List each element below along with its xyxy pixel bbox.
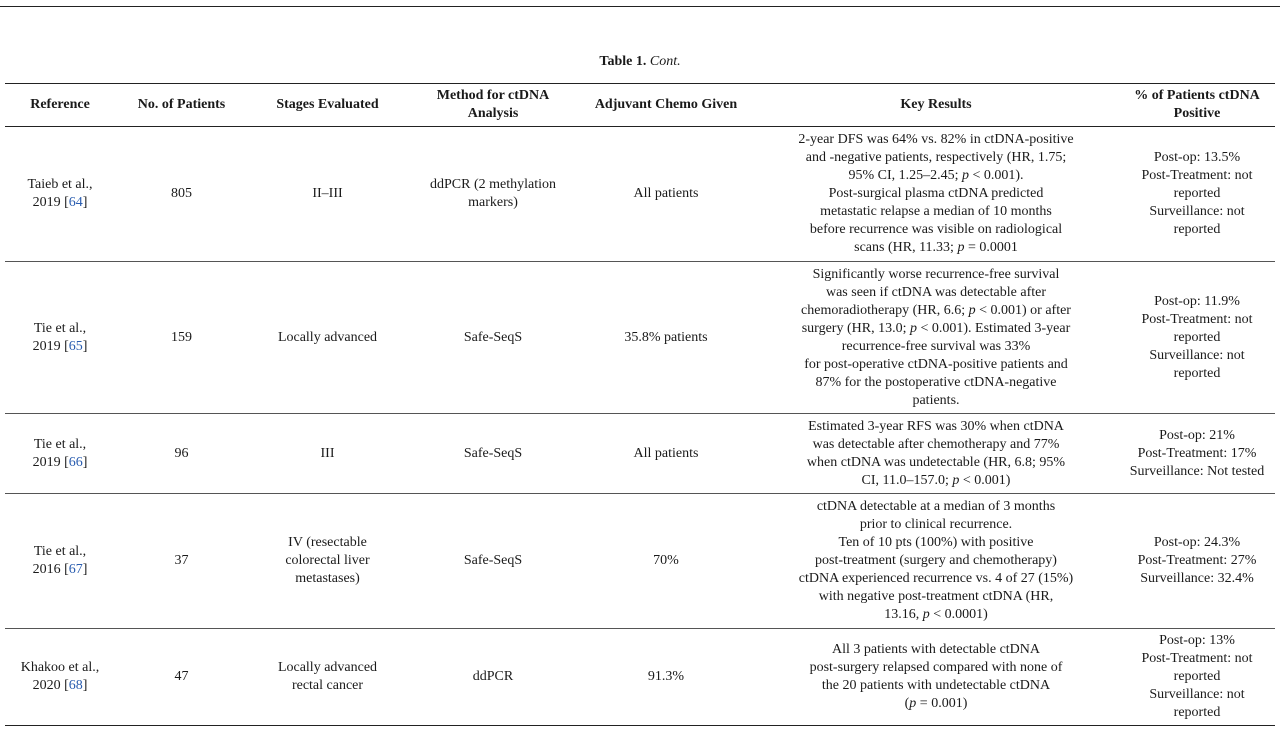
col-header-patients <box>115 84 248 127</box>
reference-line: Tie et al., <box>33 544 87 559</box>
reference-line: Tie et al., <box>33 320 87 336</box>
method-line: Safe-SeqS <box>463 553 523 568</box>
cell-method <box>407 414 579 494</box>
results-line: and -negative patients, respectively (HR, 1.75; <box>805 150 1067 165</box>
positive-line: Post-op: 21% <box>1159 427 1235 443</box>
positive-line: Post-Treatment: not <box>1141 168 1253 183</box>
caption-label: Table 1. <box>599 54 647 69</box>
citation-link[interactable]: 65 <box>68 338 83 354</box>
positive-line: Surveillance: not <box>1149 347 1245 363</box>
results-line: surgery (HR, 13.0; p < 0.001). Estimated 3-year <box>801 320 1071 336</box>
reference-year: 2016 [ <box>32 562 69 577</box>
col-header-positive <box>1119 84 1275 127</box>
reference-line: Taieb et al., <box>27 177 93 192</box>
reference-year: 2020 [ <box>32 678 69 693</box>
reference-line: 2020 [68] <box>32 678 88 693</box>
reference-line: 2019 [65] <box>32 338 88 354</box>
stages-line: III <box>320 445 335 461</box>
positive-line: reported <box>1173 669 1221 684</box>
results-line: All 3 patients with detectable ctDNA <box>832 642 1040 657</box>
cell-reference <box>5 414 115 494</box>
header-line: Key Results <box>900 97 972 112</box>
positive-line: Surveillance: not <box>1149 687 1245 702</box>
results-line: Ten of 10 pts (100%) with positive <box>838 535 1034 550</box>
cell-stages <box>248 262 407 414</box>
cell-reference <box>5 262 115 414</box>
cell-results <box>753 494 1119 629</box>
reference-year: 2019 [ <box>32 338 69 354</box>
results-line: (p = 0.001) <box>904 696 968 711</box>
cell-reference <box>5 629 115 726</box>
positive-line: Post-Treatment: not <box>1141 651 1253 666</box>
results-line: the 20 patients with undetectable ctDNA <box>821 678 1051 693</box>
col-header-chemo <box>579 84 753 127</box>
positive-line: Post-op: 11.9% <box>1154 293 1240 309</box>
results-line: Estimated 3-year RFS was 30% when ctDNA <box>808 418 1064 434</box>
header-line: % of Patients ctDNA <box>1134 88 1260 103</box>
positive-line: reported <box>1173 365 1221 381</box>
cell-chemo: All patients <box>633 445 699 461</box>
header-row <box>5 84 1275 127</box>
cell-method <box>407 494 579 629</box>
citation-link[interactable]: 68 <box>68 678 83 693</box>
results-line: post-treatment (surgery and chemotherapy) <box>815 553 1057 568</box>
cell-method <box>407 629 579 726</box>
cell-patients: 159 <box>171 329 192 345</box>
p-symbol: p <box>922 607 930 622</box>
cell-positive <box>1119 414 1275 494</box>
results-line: 13.16, p < 0.0001) <box>884 607 988 622</box>
cell-results <box>753 262 1119 414</box>
col-header-reference <box>5 84 115 127</box>
method-line: Safe-SeqS <box>463 329 523 345</box>
cell-patients: 805 <box>171 186 192 201</box>
results-line: post-surgery relapsed compared with none of <box>809 660 1063 675</box>
cell-chemo: All patients <box>633 186 699 201</box>
stages-line: colorectal liver <box>285 553 370 568</box>
cell-chemo: 91.3% <box>647 669 685 684</box>
results-line: metastatic relapse a median of 10 months <box>820 204 1052 219</box>
positive-line: Surveillance: Not tested <box>1129 463 1265 479</box>
cell-stages <box>248 414 407 494</box>
results-line: prior to clinical recurrence. <box>859 517 1013 532</box>
positive-line: reported <box>1173 222 1221 237</box>
method-line: Safe-SeqS <box>463 445 523 461</box>
table-row <box>5 262 1275 414</box>
results-line: before recurrence was visible on radiological <box>809 222 1063 237</box>
table-caption <box>0 53 1280 71</box>
reference-line: 2016 [67] <box>32 562 88 577</box>
citation-link[interactable]: 66 <box>68 454 83 470</box>
results-line: recurrence-free survival was 33% <box>841 338 1031 354</box>
cell-stages <box>248 494 407 629</box>
reference-line: Khakoo et al., <box>20 660 100 675</box>
stages-line: IV (resectable <box>288 535 367 550</box>
positive-line: Post-op: 24.3% <box>1153 535 1241 550</box>
results-line: Significantly worse recurrence-free survival <box>812 266 1060 282</box>
positive-line: Surveillance: 32.4% <box>1140 571 1254 586</box>
results-line: 87% for the postoperative ctDNA-negative <box>815 374 1057 390</box>
cell-patients: 37 <box>174 553 189 568</box>
results-line: was seen if ctDNA was detectable after <box>825 284 1046 300</box>
stages-line: rectal cancer <box>291 678 364 693</box>
header-line: No. of Patients <box>137 97 226 112</box>
p-symbol: p <box>957 240 965 255</box>
table-row <box>5 494 1275 629</box>
positive-line: reported <box>1173 705 1221 720</box>
cell-reference <box>5 494 115 629</box>
stages-line: metastases) <box>295 571 360 586</box>
positive-line: Post-Treatment: 17% <box>1137 445 1257 461</box>
results-line: scans (HR, 11.33; p = 0.0001 <box>854 240 1018 255</box>
positive-line: Post-op: 13% <box>1159 633 1235 648</box>
header-line: Method for ctDNA <box>436 88 550 103</box>
cell-positive <box>1119 127 1275 262</box>
results-line: was detectable after chemotherapy and 77% <box>812 436 1060 452</box>
results-line: CI, 11.0–157.0; p < 0.001) <box>861 472 1011 488</box>
cell-results <box>753 127 1119 262</box>
results-line: with negative post-treatment ctDNA (HR, <box>818 589 1054 604</box>
table-row <box>5 414 1275 494</box>
citation-link[interactable]: 67 <box>68 562 83 577</box>
cell-reference <box>5 127 115 262</box>
table-row <box>5 127 1275 262</box>
header-line: Positive <box>1173 106 1221 121</box>
table-row <box>5 629 1275 726</box>
method-line: ddPCR <box>472 669 514 684</box>
cell-stages <box>248 629 407 726</box>
results-line: when ctDNA was undetectable (HR, 6.8; 95% <box>806 454 1066 470</box>
reference-line: Tie et al., <box>33 436 87 452</box>
cell-method <box>407 127 579 262</box>
cell-results <box>753 414 1119 494</box>
reference-year: 2019 [ <box>32 195 69 210</box>
method-line: markers) <box>468 195 518 210</box>
header-line: Analysis <box>467 106 519 121</box>
results-line: 2-year DFS was 64% vs. 82% in ctDNA-positive <box>798 132 1074 147</box>
col-header-results <box>753 84 1119 127</box>
citation-link[interactable]: 64 <box>68 195 83 210</box>
header-line: Reference <box>30 97 90 112</box>
positive-line: Post-op: 13.5% <box>1153 150 1241 165</box>
cell-results <box>753 629 1119 726</box>
results-table <box>5 83 1275 726</box>
header-line: Adjuvant Chemo Given <box>594 97 738 112</box>
results-line: chemoradiotherapy (HR, 6.6; p < 0.001) or after <box>801 302 1071 318</box>
p-symbol: p <box>968 302 976 318</box>
cell-positive <box>1119 494 1275 629</box>
cell-stages <box>248 127 407 262</box>
results-line: ctDNA experienced recurrence vs. 4 of 27 (15%) <box>798 571 1074 586</box>
cell-patients: 96 <box>174 445 189 461</box>
stages-line: Locally advanced <box>277 660 378 675</box>
positive-line: Post-Treatment: 27% <box>1137 553 1257 568</box>
stages-line: II–III <box>312 186 343 201</box>
positive-line: Post-Treatment: not <box>1141 311 1253 327</box>
reference-line: 2019 [66] <box>32 454 88 470</box>
stages-line: Locally advanced <box>277 329 378 345</box>
p-symbol: p <box>952 472 960 488</box>
results-line: 95% CI, 1.25–2.45; p < 0.001). <box>848 168 1024 183</box>
cell-positive <box>1119 262 1275 414</box>
positive-line: Surveillance: not <box>1149 204 1245 219</box>
cell-patients: 47 <box>174 669 189 684</box>
cell-chemo: 70% <box>653 553 679 568</box>
results-line: patients. <box>912 392 960 408</box>
cell-positive <box>1119 629 1275 726</box>
results-line: Post-surgical plasma ctDNA predicted <box>828 186 1044 201</box>
results-line: ctDNA detectable at a median of 3 months <box>816 499 1056 514</box>
positive-line: reported <box>1173 329 1221 345</box>
cell-chemo: 35.8% patients <box>624 329 708 345</box>
method-line: ddPCR (2 methylation <box>430 177 556 192</box>
cell-method <box>407 262 579 414</box>
header-line: Stages Evaluated <box>276 97 379 112</box>
p-symbol: p <box>909 320 917 336</box>
top-rule <box>0 6 1280 7</box>
col-header-method <box>407 84 579 127</box>
p-symbol: p <box>909 696 917 711</box>
reference-line: 2019 [64] <box>32 195 88 210</box>
caption-suffix: Cont. <box>649 54 681 69</box>
p-symbol: p <box>962 168 969 183</box>
positive-line: reported <box>1173 186 1221 201</box>
reference-year: 2019 [ <box>32 454 69 470</box>
results-line: for post-operative ctDNA-positive patients and <box>804 356 1068 372</box>
col-header-stages <box>248 84 407 127</box>
